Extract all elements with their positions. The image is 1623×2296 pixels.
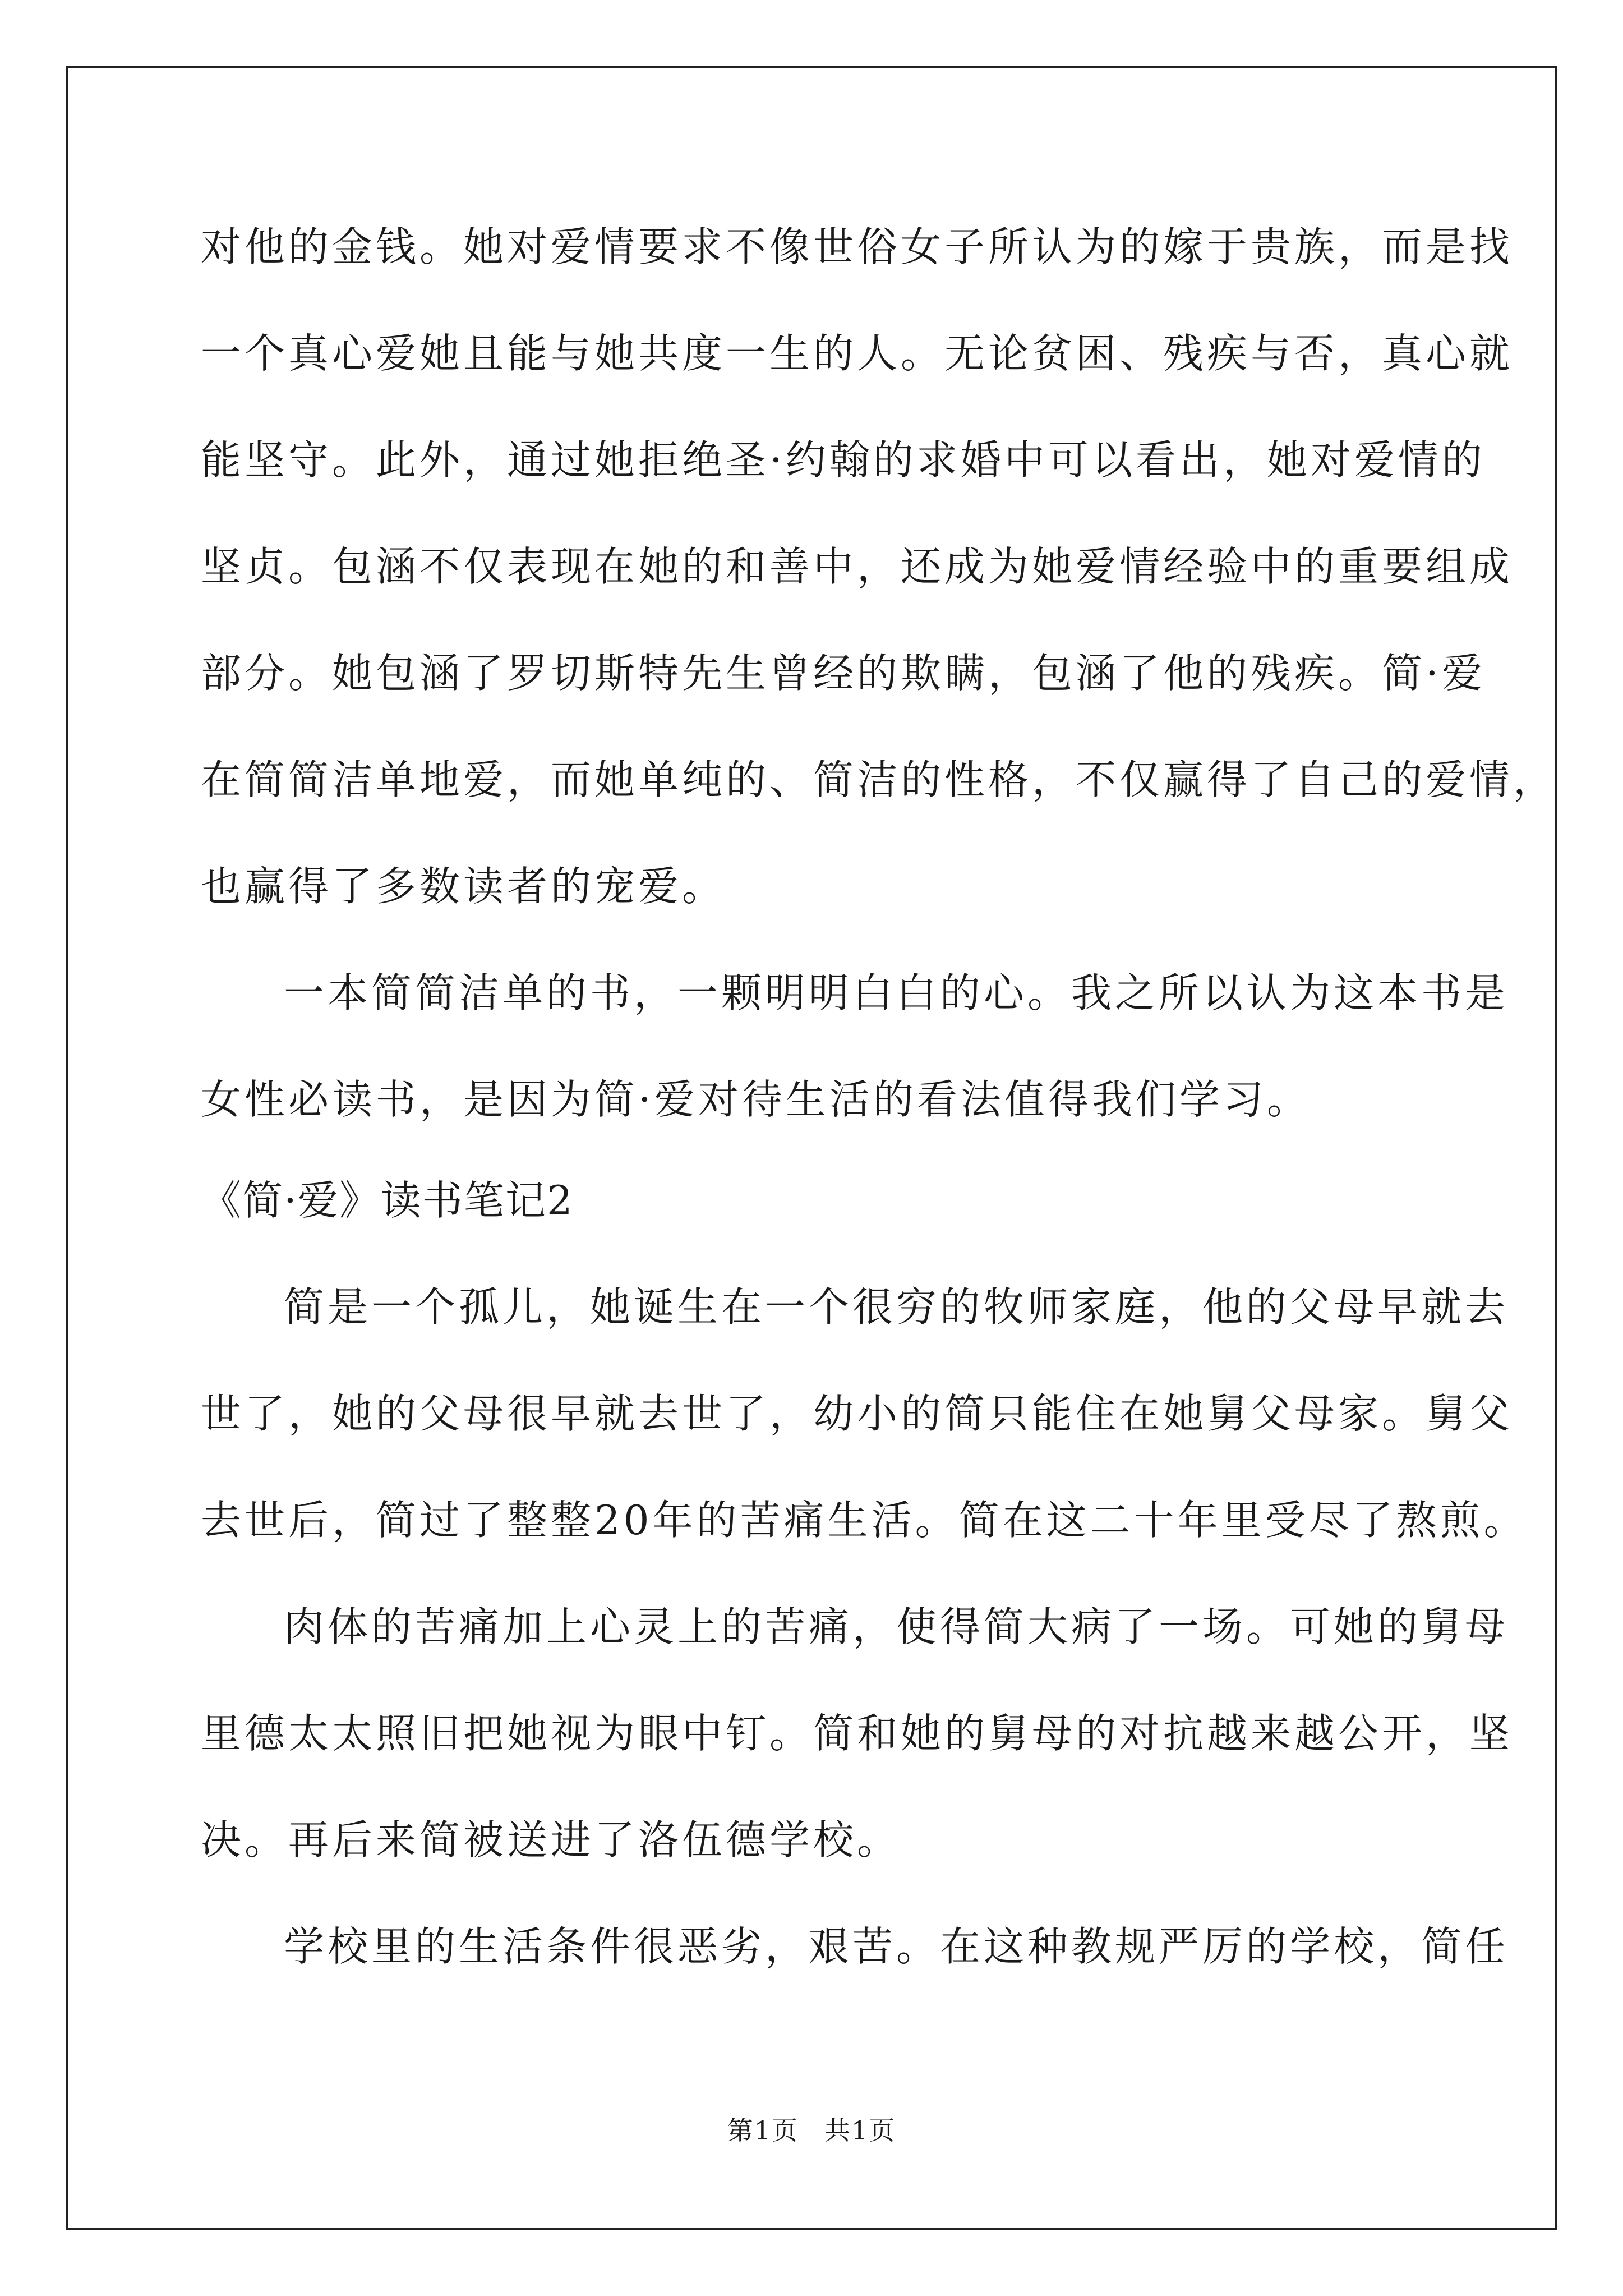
text-line-6: 在简简洁单地爱，而她单纯的、简洁的性格，不仅赢得了自己的爱情， — [201, 756, 1557, 803]
text-line-2: 一个真心爱她且能与她共度一生的人。无论贫困、残疾与否，真心就 — [201, 330, 1514, 377]
text-line-7: 也赢得了多数读者的宠爱。 — [201, 863, 726, 910]
text-line-5: 部分。她包涵了罗切斯特先生曾经的欺瞒，包涵了他的残疾。简·爱 — [201, 650, 1486, 697]
section-heading: 《简·爱》读书笔记2 — [201, 1177, 574, 1224]
page-footer — [0, 2114, 1623, 2147]
text-line-11: 简是一个孤儿，她诞生在一个很穷的牧师家庭，他的父母早就去 — [284, 1283, 1509, 1331]
text-line-17: 学校里的生活条件很恶劣，艰苦。在这种教规严厉的学校，简任 — [284, 1923, 1509, 1970]
text-line-9: 女性必读书，是因为简·爱对待生活的看法值得我们学习。 — [201, 1076, 1311, 1123]
text-line-8: 一本简简洁单的书，一颗明明白白的心。我之所以认为这本书是 — [284, 969, 1509, 1016]
page-number: 第1页 — [727, 2115, 799, 2146]
text-line-4: 坚贞。包涵不仅表现在她的和善中，还成为她爱情经验中的重要组成 — [201, 543, 1514, 590]
text-line-3: 能坚守。此外，通过她拒绝圣·约翰的求婚中可以看出，她对爱情的 — [201, 436, 1486, 484]
text-line-1: 对他的金钱。她对爱情要求不像世俗女子所认为的嫁于贵族，而是找 — [201, 223, 1514, 270]
text-line-14: 肉体的苦痛加上心灵上的苦痛，使得简大病了一场。可她的舅母 — [284, 1603, 1509, 1650]
text-line-15: 里德太太照旧把她视为眼中钉。简和她的舅母的对抗越来越公开，坚 — [201, 1710, 1514, 1757]
text-line-12: 世了，她的父母很早就去世了，幼小的简只能住在她舅父母家。舅父 — [201, 1390, 1514, 1437]
text-line-16: 决。再后来简被送进了洛伍德学校。 — [201, 1816, 901, 1864]
text-line-13: 去世后，简过了整整20年的苦痛生活。简在这二十年里受尽了熬煎。 — [201, 1497, 1528, 1544]
page-total: 共1页 — [824, 2115, 896, 2146]
page-border — [66, 66, 1557, 2230]
